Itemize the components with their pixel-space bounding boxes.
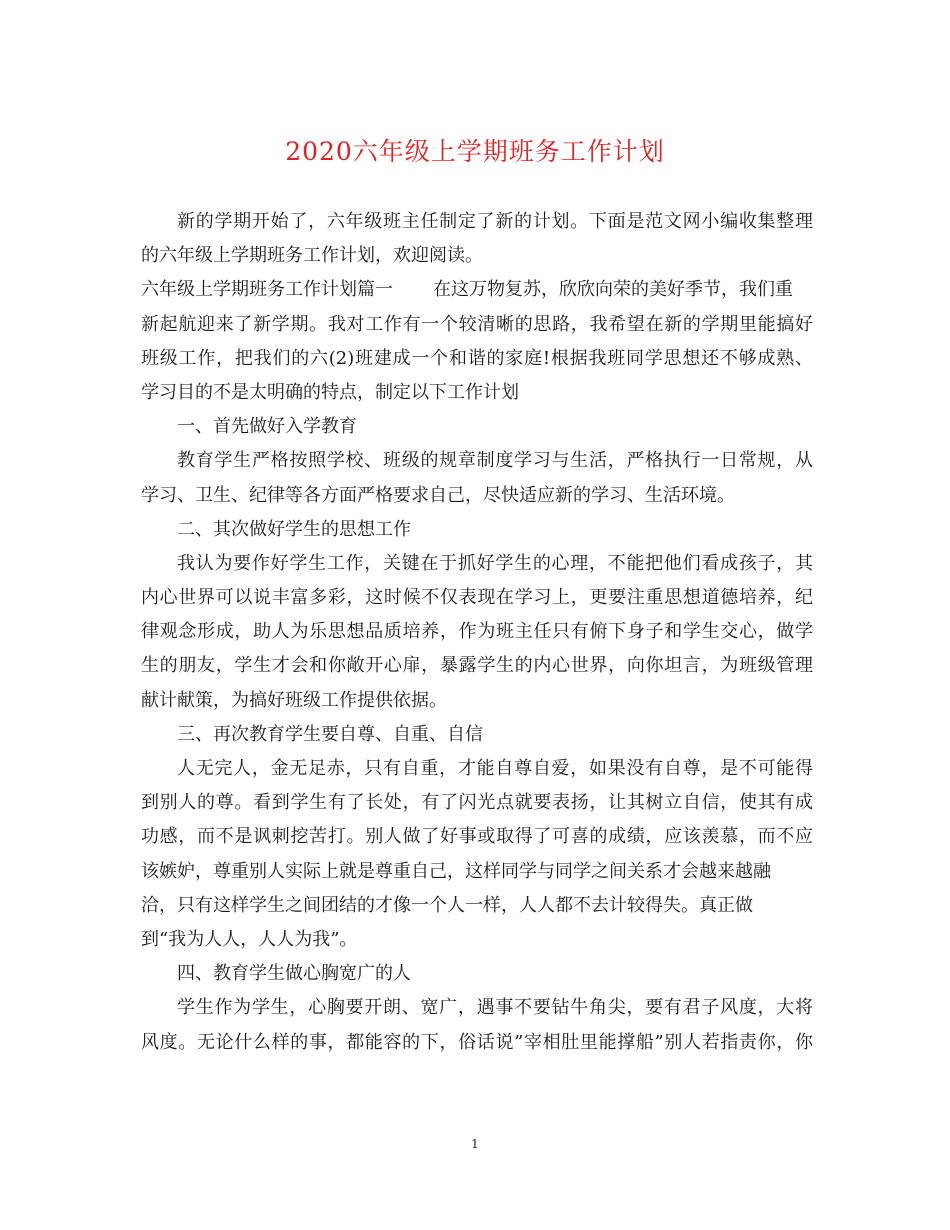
text-line: 班级工作，把我们的六(2)班建成一个和谐的家庭!根据我班同学思想还不够成熟、 [141,347,813,369]
text-line: 律观念形成，助人为乐思想品质培养，作为班主任只有俯下身子和学生交心，做学 [141,621,813,643]
text-line: 一、首先做好入学教育 [177,416,357,438]
document-body [141,205,813,1060]
text-line: 内心世界可以说丰富多彩，这时候不仅表现在学习上，更要注重思想道德培养，纪 [141,587,813,609]
text-line: 人无完人，金无足赤，只有自重，才能自尊自爱，如果没有自尊，是不可能得 [177,758,813,779]
text-line: 三、再次教育学生要自尊、自重、自信 [177,723,483,745]
text-line: 新的学期开始了，六年级班主任制定了新的计划。下面是范文网小编收集整理 [177,211,813,232]
text-line: 的六年级上学期班务工作计划，欢迎阅读。 [141,245,483,267]
page-number: 1 [471,1137,479,1151]
text-line: 风度。无论什么样的事，都能容的下，俗话说”宰相肚里能撑船”别人若指责你，你 [141,1031,813,1053]
text-line: 学习目的不是太明确的特点，制定以下工作计划 [141,381,519,403]
text-line: 学生作为学生，心胸要开朗、宽广，遇事不要钻牛角尖，要有君子风度，大将 [177,997,813,1019]
text-line: 功感，而不是讽刺挖苦打。别人做了好事或取得了可喜的成绩，应该羡慕，而不应 [141,826,813,848]
text-line: 我认为要作好学生工作，关键在于抓好学生的心理，不能把他们看成孩子，其 [177,552,813,574]
section-heading-inline: 六年级上学期班务工作计划篇一 [141,279,393,301]
text-line: 四、教育学生做心胸宽广的人 [177,963,411,985]
text-line-continuation: 在这万物复苏，欣欣向荣的美好季节，我们重 [433,279,793,301]
text-line: 学习、卫生、纪律等各方面严格要求自己，尽快适应新的学习、生活环境。 [141,484,735,506]
text-line: 教育学生严格按照学校、班级的规章制度学习与生活，严格执行一日常规，从 [177,450,813,472]
text-line: 该嫉妒，尊重别人实际上就是尊重自己，这样同学与同学之间关系才会越来越融 [141,860,771,882]
text-line: 生的朋友，学生才会和你敞开心扉，暴露学生的内心世界，向你坦言，为班级管理 [141,655,813,677]
text-line: 献计献策，为搞好班级工作提供依据。 [141,689,447,711]
text-line [141,273,813,307]
document-title: 2020六年级上学期班务工作计划 [285,137,665,166]
text-line: 二、其次做好学生的思想工作 [177,518,411,540]
text-line: 到别人的尊。看到学生有了长处，有了闪光点就要表扬，让其树立自信，使其有成 [141,792,813,814]
text-line: 新起航迎来了新学期。我对工作有一个较清晰的思路，我希望在新的学期里能搞好 [141,313,813,335]
text-line: 到“我为人人，人人为我”。 [141,928,358,950]
text-line: 洽，只有这样学生之间团结的才像一个人一样，人人都不去计较得失。真正做 [141,894,753,916]
